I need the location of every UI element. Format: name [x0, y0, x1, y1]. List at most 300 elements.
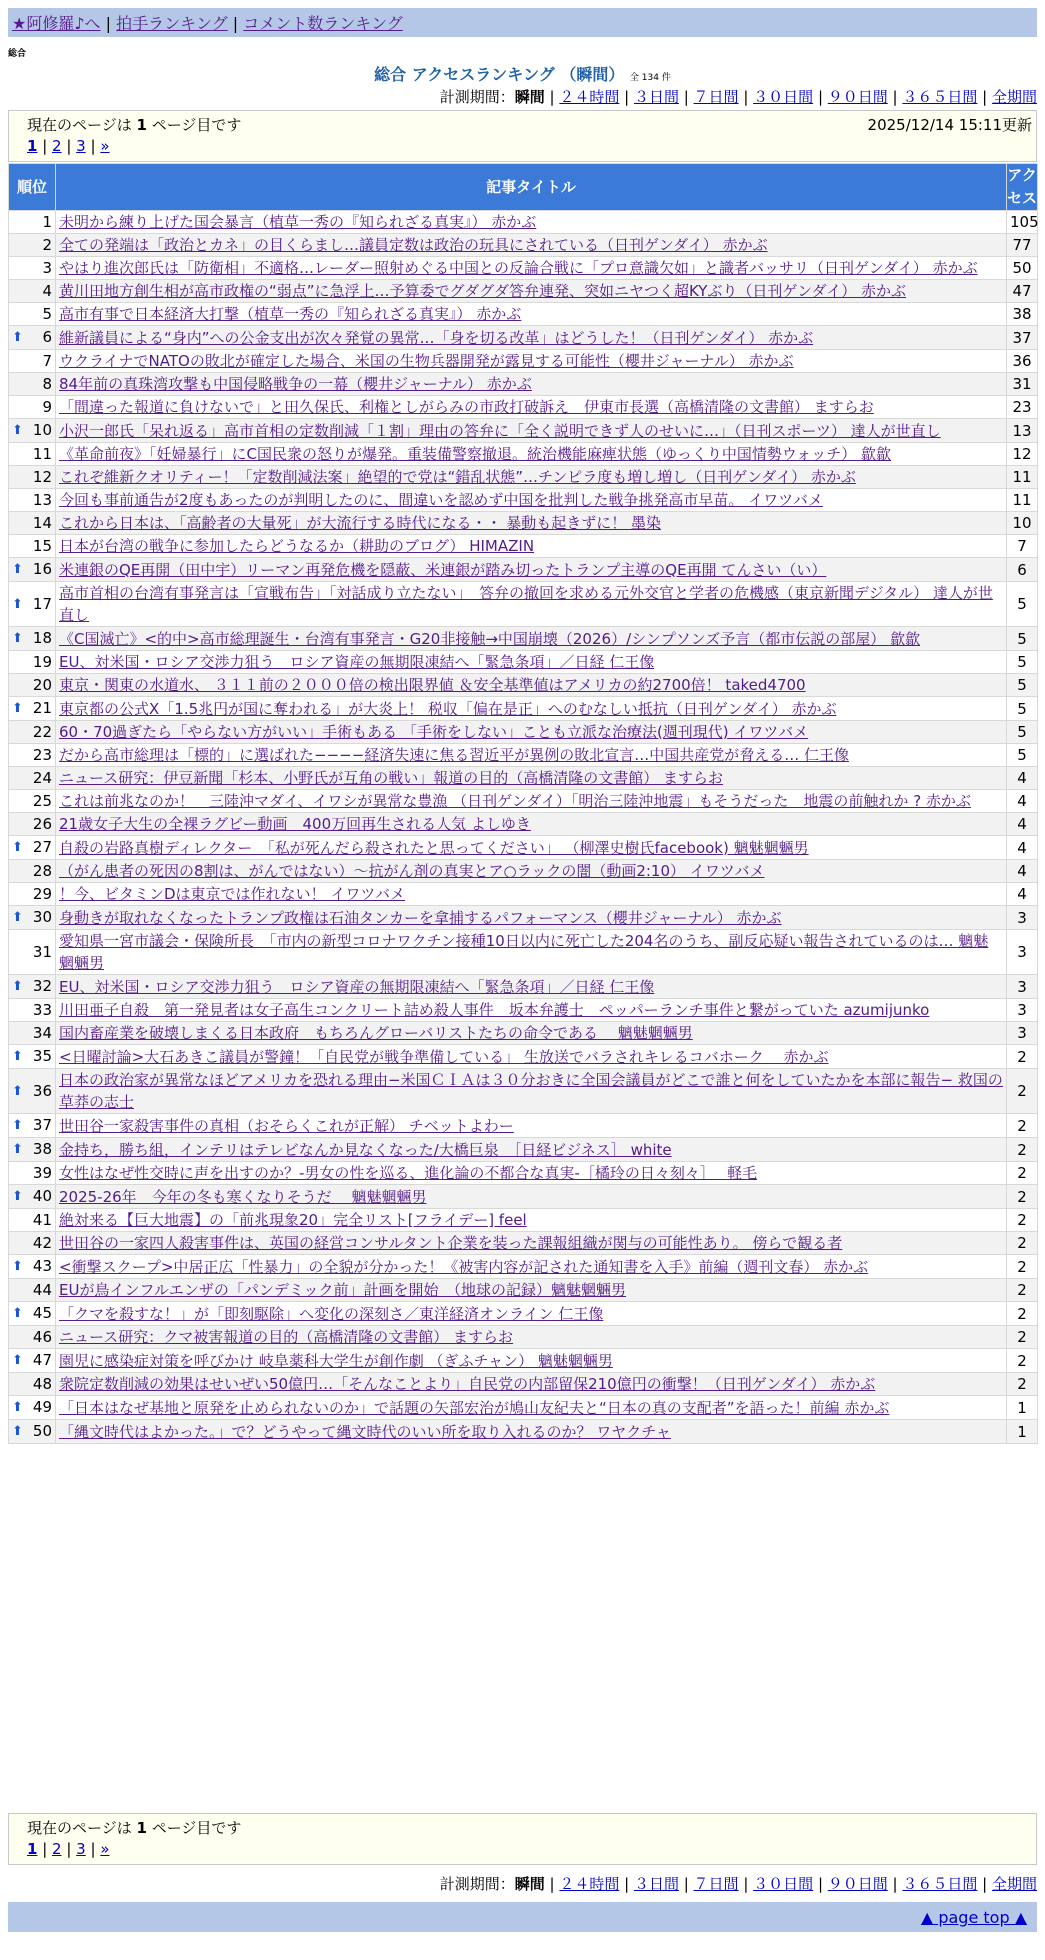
article-link[interactable]: これは前兆なのか！ 三陸沖マダイ、イワシが異常な豊漁 （日刊ゲンダイ）「明治三陸沖地震」もそうだった 地震の前触れか ? 赤かぶ — [59, 792, 971, 810]
article-link[interactable]: 園児に感染症対策を呼びかけ 岐阜薬科大学生が創作劇 （ぎふチャン） 魑魅魍魎男 — [59, 1351, 613, 1370]
period-selector-bottom — [440, 1873, 1037, 1894]
rank-number: 48 — [32, 1375, 52, 1393]
rank-number: 44 — [32, 1281, 52, 1299]
rank-cell — [9, 721, 56, 744]
rank-cell — [9, 350, 56, 373]
article-link[interactable]: 自殺の岩路真樹ディレクター 「私が死んだら殺されたと思ってください」 （柳澤史樹氏facebook) 魑魅魍魎男 — [59, 838, 809, 857]
title-cell — [56, 396, 1007, 419]
period-link-1[interactable]: ３日間 — [633, 88, 679, 106]
access-count: 38 — [1007, 303, 1038, 326]
rank-number: 25 — [32, 792, 52, 810]
rank-number: 16 — [32, 560, 52, 578]
rank-number: 34 — [32, 1024, 52, 1042]
table-row — [9, 1255, 1038, 1279]
article-link[interactable]: 《革命前夜》「妊婦暴行」にC国民衆の怒りが爆発。重装備警察撤退。統治機能麻痺状態（ゆっくり中国情勢ウォッチ） 歙歙 — [59, 445, 891, 463]
article-link[interactable]: 東京・関東の水道水、 ３１１前の２０００倍の検出限界値 ＆安全基準値はアメリカの約2700倍！ taked4700 — [59, 676, 806, 694]
article-link[interactable]: 84年前の真珠湾攻撃も中国侵略戦争の一幕（櫻井ジャーナル） 赤かぶ — [59, 375, 532, 393]
table-row — [9, 280, 1038, 303]
access-count: 2 — [1007, 1114, 1038, 1138]
article-link[interactable]: 黄川田地方創生相が高市政権の“弱点”に急浮上…予算委でグダグダ答弁連発、突如ニヤつく超KYぶり（日刊ゲンダイ） 赤かぶ — [59, 282, 906, 300]
applause-ranking-link[interactable]: 拍手ランキング — [116, 14, 228, 33]
rank-number: 32 — [32, 977, 52, 995]
table-row — [9, 1069, 1038, 1114]
period-link-4[interactable]: ９０日間 — [827, 1875, 888, 1893]
rank-number: 3 — [42, 259, 52, 277]
ranking-title — [0, 62, 1045, 85]
title-cell — [56, 1209, 1007, 1232]
rank-cell — [9, 234, 56, 257]
access-count: 2 — [1007, 1232, 1038, 1255]
rank-cell — [9, 1326, 56, 1349]
access-count: 5 — [1007, 651, 1038, 674]
rank-number: 30 — [32, 908, 52, 926]
rank-number: 49 — [32, 1398, 52, 1416]
comment-ranking-link[interactable]: コメント数ランキング — [243, 14, 403, 33]
title-cell — [56, 860, 1007, 883]
article-link[interactable]: やはり進次郎氏は「防衛相」不適格…レーダー照射めぐる中国との反論合戦に「プロ意識欠如」と識者バッサリ（日刊ゲンダイ） 赤かぶ — [59, 259, 978, 277]
article-link[interactable]: 21歳女子大生の全裸ラグビー動画 400万回再生される人気 よしゆき — [59, 815, 531, 833]
period-separator: | — [813, 88, 828, 106]
table-row — [9, 396, 1038, 419]
access-count: 12 — [1007, 443, 1038, 466]
pager-separator: | — [61, 1840, 77, 1858]
ranking-table-body — [9, 211, 1038, 1444]
table-row — [9, 489, 1038, 512]
table-row — [9, 466, 1038, 489]
table-row — [9, 535, 1038, 558]
period-separator: | — [619, 1875, 634, 1893]
nav-separator: | — [232, 14, 239, 33]
article-link[interactable]: 日本が台湾の戦争に参加したらどうなるか（耕助のブログ） HIMAZIN — [59, 537, 535, 555]
article-link[interactable]: 日本の政治家が異常なほどアメリカを恐れる理由−米国ＣＩＡは３０分おきに全国会議員がどこで誰と何をしていたかを本部に報告− 救国の草莽の志士 — [59, 1071, 1003, 1111]
pager-page-1[interactable] — [27, 1840, 37, 1858]
article-link[interactable]: <日曜討論>大石あきこ議員が警鐘！「自民党が戦争準備している」 生放送でバラされキレるコバホーク 赤かぶ — [59, 1047, 829, 1066]
rank-cell — [9, 790, 56, 813]
rank-cell — [9, 558, 56, 582]
article-link[interactable]: 未明から練り上げた国会暴言（植草一秀の『知られざる真実』） 赤かぶ — [59, 213, 537, 231]
access-count: 37 — [1007, 326, 1038, 350]
article-link[interactable]: EU、対米国・ロシア交渉力狙う ロシア資産の無期限凍結へ「緊急条項」／日経 仁王像 — [59, 977, 655, 996]
rank-number: 20 — [32, 676, 52, 694]
article-link[interactable]: 絶対来る【巨大地震】の「前兆現象20」完全リスト[フライデー] feel — [59, 1211, 527, 1229]
period-separator: | — [678, 88, 694, 106]
rank-cell — [9, 1045, 56, 1069]
access-count: 3 — [1007, 930, 1038, 975]
title-cell — [56, 326, 1007, 350]
pager-page-2[interactable]: 2 — [52, 137, 62, 155]
article-link[interactable]: EUが鳥インフルエンザの「パンデミック前」計画を開始 （地球の記録）魑魅魍魎男 — [59, 1281, 627, 1299]
article-link[interactable]: これから日本は、「高齢者の大量死」が大流行する時代になる・・ 暴動も起きずに！ 墨染 — [59, 514, 662, 532]
period-link-6[interactable]: 全期間 — [991, 88, 1037, 106]
period-link-5[interactable]: ３６５日間 — [902, 88, 978, 106]
access-count: 5 — [1007, 582, 1038, 627]
rank-number: 1 — [42, 213, 52, 231]
title-cell — [56, 906, 1007, 930]
rank-number: 21 — [32, 699, 52, 717]
article-link[interactable]: 金持ち，勝ち組，インテリはテレビなんか見なくなった/大橋巨泉 ［日経ビジネス］ white — [59, 1140, 672, 1159]
rank-number: 15 — [32, 537, 52, 555]
title-cell — [56, 697, 1007, 721]
access-count: 77 — [1007, 234, 1038, 257]
rank-cell — [9, 930, 56, 975]
rank-number: 5 — [42, 305, 52, 323]
table-row — [9, 303, 1038, 326]
period-separator: | — [977, 88, 992, 106]
access-count: 6 — [1007, 558, 1038, 582]
nav-separator: | — [105, 14, 112, 33]
title-cell — [56, 1022, 1007, 1045]
table-row — [9, 1279, 1038, 1302]
pager-next[interactable]: » — [100, 1840, 110, 1858]
article-link[interactable]: 国内畜産業を破壊しまくる日本政府 もちろんグローバリストたちの命令である 魑魅魍魎男 — [59, 1024, 693, 1042]
page-info-bottom — [8, 1813, 1037, 1865]
title-cell — [56, 1420, 1007, 1444]
table-row — [9, 211, 1038, 234]
table-row — [9, 1232, 1038, 1255]
ranking-table — [8, 163, 1038, 1444]
table-row — [9, 1114, 1038, 1138]
access-count: 2 — [1007, 1373, 1038, 1396]
table-row — [9, 1326, 1038, 1349]
access-count: 36 — [1007, 350, 1038, 373]
rank-number: 47 — [32, 1351, 52, 1369]
period-link-3[interactable]: ３０日間 — [753, 88, 814, 106]
rank-cell — [9, 975, 56, 999]
pager-separator: | — [37, 1840, 53, 1858]
title-cell — [56, 1069, 1007, 1114]
rank-up-arrow-icon: ⬆ — [12, 1259, 23, 1274]
article-link[interactable]: 東京都の公式X「1.5兆円が国に奪われる」が大炎上！ 税収「偏在是正」へのむなしい抵抗（日刊ゲンダイ） 赤かぶ — [59, 699, 837, 718]
access-count: 105 — [1007, 211, 1038, 234]
article-link[interactable]: 「縄文時代はよかった。」で？どうやって縄文時代のいい所を取り入れるのか？ ワヤクチャ — [59, 1422, 671, 1441]
rank-cell — [9, 211, 56, 234]
access-count: 5 — [1007, 674, 1038, 697]
rank-number: 24 — [32, 769, 52, 787]
rank-up-arrow-icon: ⬆ — [12, 330, 23, 345]
table-row — [9, 443, 1038, 466]
period-separator: | — [977, 1875, 992, 1893]
header-title: 記事タイトル — [56, 164, 1007, 211]
period-separator: | — [887, 1875, 903, 1893]
title-cell — [56, 443, 1007, 466]
rank-cell — [9, 1162, 56, 1185]
rank-cell — [9, 1114, 56, 1138]
title-cell — [56, 1279, 1007, 1302]
article-link[interactable]: だから高市総理は「標的」に選ばれた−−−−経済失速に焦る習近平が異例の敗北宣言…中国共産党が脅える… 仁王像 — [59, 746, 850, 764]
rank-number: 8 — [42, 375, 52, 393]
title-cell — [56, 489, 1007, 512]
period-link-1[interactable]: ３日間 — [633, 1875, 679, 1893]
title-cell — [56, 627, 1007, 651]
rank-cell — [9, 860, 56, 883]
table-row — [9, 813, 1038, 836]
table-row — [9, 1209, 1038, 1232]
pager-current-page: 1 — [27, 137, 38, 155]
article-link[interactable]: 川田亜子自殺 第一発見者は女子高生コンクリート詰め殺人事件 坂本弁護士 ペッパーランチ事件と繋がっていた azumijunko — [59, 1001, 930, 1019]
home-link[interactable]: ★阿修羅♪へ — [12, 14, 101, 33]
rank-number: 45 — [32, 1304, 52, 1322]
rank-number: 23 — [32, 746, 52, 764]
rank-number: 7 — [42, 352, 52, 370]
title-cell — [56, 1045, 1007, 1069]
table-row — [9, 1045, 1038, 1069]
article-link[interactable]: 愛知県一宮市議会・保険所長 「市内の新型コロナワクチン接種10日以内に死亡した204名のうち、副反応疑い報告されているのは… 魑魅魍魎男 — [59, 932, 989, 972]
table-row — [9, 790, 1038, 813]
period-separator: | — [813, 1875, 828, 1893]
period-separator: | — [887, 88, 903, 106]
pager-page-2[interactable]: 2 — [52, 1840, 62, 1858]
rank-cell — [9, 1232, 56, 1255]
title-cell — [56, 1373, 1007, 1396]
pager-page-3[interactable]: 3 — [76, 1840, 86, 1858]
rank-up-arrow-icon: ⬆ — [12, 840, 23, 855]
table-row — [9, 721, 1038, 744]
pager-separator: | — [85, 1840, 101, 1858]
article-link[interactable]: 《C国滅亡》<的中>高市総理誕生・台湾有事発言・G20非接触→中国崩壊（2026）/シンプソンズ予言（都市伝説の部屋） 歙歙 — [59, 629, 921, 648]
access-count: 2 — [1007, 1069, 1038, 1114]
article-link[interactable]: 身動きが取れなくなったトランプ政権は石油タンカーを拿捕するパフォーマンス（櫻井ジャーナル） 赤かぶ — [59, 908, 782, 927]
article-link[interactable]: 世田谷の一家四人殺害事件は、英国の経営コンサルタント企業を装った課報組織が関与の可能性あり。 傍らで観る者 — [59, 1234, 843, 1252]
period-separator: | — [738, 88, 754, 106]
title-cell — [56, 1185, 1007, 1209]
article-link[interactable]: <衝撃スクープ>中居正広「性暴力」の全貌が分かった！《被害内容が記された通知書を入手》前編（週刊文春） 赤かぶ — [59, 1257, 869, 1276]
access-count: 1 — [1007, 1420, 1038, 1444]
pager-separator: | — [61, 137, 77, 155]
rank-number: 11 — [32, 445, 52, 463]
access-count: 5 — [1007, 721, 1038, 744]
top-nav-bar — [8, 8, 1037, 37]
access-count: 5 — [1007, 697, 1038, 721]
rank-number: 22 — [32, 723, 52, 741]
rank-cell — [9, 512, 56, 535]
article-link[interactable]: （がん患者の死因の8割は、がんではない）～抗がん剤の真実とア○ラックの闇（動画2:10） イワツバメ — [59, 862, 765, 880]
article-link[interactable]: 「間違った報道に負けないで」と田久保氏、利権としがらみの市政打破訴え 伊東市長選（高橋清隆の文書館） ますらお — [59, 398, 874, 416]
access-count: 3 — [1007, 1022, 1038, 1045]
table-row — [9, 860, 1038, 883]
period-separator: | — [544, 1875, 560, 1893]
rank-cell — [9, 1302, 56, 1326]
pager-bottom — [27, 1840, 110, 1858]
rank-cell — [9, 466, 56, 489]
title-cell — [56, 350, 1007, 373]
access-count: 4 — [1007, 860, 1038, 883]
rank-cell — [9, 767, 56, 790]
rank-cell — [9, 1069, 56, 1114]
period-link-6[interactable]: 全期間 — [991, 1875, 1037, 1893]
rank-cell — [9, 999, 56, 1022]
page-top-link[interactable]: ▲ page top ▲ — [920, 1908, 1027, 1927]
rank-cell — [9, 1185, 56, 1209]
article-link[interactable]: 維新議員による“身内”への公金支出が次々発覚の異常…「身を切る改革」はどうした！（日刊ゲンダイ） 赤かぶ — [59, 328, 814, 347]
rank-number: 2 — [42, 236, 52, 254]
title-cell — [56, 419, 1007, 443]
table-row — [9, 582, 1038, 627]
rank-number: 14 — [32, 514, 52, 532]
rank-number: 18 — [32, 629, 52, 647]
rank-number: 37 — [32, 1116, 52, 1134]
article-link[interactable]: これぞ維新クオリティー！「定数削減法案」絶望的で党は“錯乱状態”…チンピラ度も増し増し（日刊ゲンダイ） 赤かぶ — [59, 468, 856, 486]
rank-up-arrow-icon: ⬆ — [12, 1189, 23, 1204]
article-link[interactable]: 世田谷一家殺害事件の真相（おそらくこれが正解） チベットよわー — [59, 1116, 514, 1135]
rank-cell — [9, 280, 56, 303]
table-row — [9, 257, 1038, 280]
rank-up-arrow-icon: ⬆ — [12, 910, 23, 925]
title-cell — [56, 721, 1007, 744]
title-cell — [56, 790, 1007, 813]
title-cell — [56, 1349, 1007, 1373]
table-row — [9, 1022, 1038, 1045]
title-cell — [56, 512, 1007, 535]
rank-cell — [9, 906, 56, 930]
article-link[interactable]: 全ての発端は「政治とカネ」の目くらまし…議員定数は政治の玩具にされている（日刊ゲンダイ） 赤かぶ — [59, 236, 768, 254]
rank-cell — [9, 1022, 56, 1045]
rank-number: 13 — [32, 491, 52, 509]
access-count: 4 — [1007, 836, 1038, 860]
rank-cell — [9, 651, 56, 674]
article-link[interactable]: 米連銀のQE再開（田中宇）リーマン再発危機を隠蔽、米連銀が踏み切ったトランプ主導のQE再開 てんさい（い） — [59, 560, 827, 579]
article-link[interactable]: ニュース研究：クマ被害報道の目的（高橋清隆の文書館） ますらお — [59, 1328, 514, 1346]
rank-number: 10 — [32, 421, 52, 439]
rank-cell — [9, 1138, 56, 1162]
period-separator: | — [619, 88, 634, 106]
page-info-top — [8, 110, 1037, 162]
title-cell — [56, 1302, 1007, 1326]
rank-number: 33 — [32, 1001, 52, 1019]
pager-separator: | — [37, 137, 53, 155]
table-row — [9, 883, 1038, 906]
access-count: 5 — [1007, 627, 1038, 651]
title-cell — [56, 373, 1007, 396]
rank-cell — [9, 373, 56, 396]
article-link[interactable]: 今回も事前通告が2度もあったのが判明したのに、間違いを認めず中国を批判した戦争挑発高市早苗。 イワツバメ — [59, 491, 823, 509]
rank-number: 17 — [32, 594, 52, 613]
title-cell — [56, 280, 1007, 303]
rank-number: 29 — [32, 885, 52, 903]
rank-cell — [9, 1373, 56, 1396]
article-link[interactable]: 2025-26年 今年の冬も寒くなりそうだ 魑魅魍魎男 — [59, 1187, 427, 1206]
updated-timestamp: 2025/12/14 15:11更新 — [867, 116, 1032, 134]
access-count: 3 — [1007, 975, 1038, 999]
rank-number: 31 — [32, 943, 52, 961]
rank-number: 4 — [42, 282, 52, 300]
title-cell — [56, 999, 1007, 1022]
rank-cell — [9, 1279, 56, 1302]
title-cell — [56, 582, 1007, 627]
table-row — [9, 1138, 1038, 1162]
period-link-5[interactable]: ３６５日間 — [902, 1875, 978, 1893]
pager-page-1[interactable] — [27, 137, 37, 155]
rank-cell — [9, 1349, 56, 1373]
rank-number: 9 — [42, 398, 52, 416]
title-cell — [56, 930, 1007, 975]
rank-cell — [9, 535, 56, 558]
table-row — [9, 744, 1038, 767]
article-link[interactable]: 「クマを殺すな！」が「即刻駆除」へ変化の深刻さ／東洋経済オンライン 仁王像 — [59, 1304, 604, 1323]
access-count: 4 — [1007, 767, 1038, 790]
rank-number: 28 — [32, 862, 52, 880]
article-link[interactable]: 女性はなぜ性交時に声を出すのか？-男女の性を巡る、進化論の不都合な真実-［橘玲の日々刻々］ 軽毛 — [59, 1164, 758, 1182]
rank-up-arrow-icon: ⬆ — [12, 1118, 23, 1133]
table-row — [9, 1162, 1038, 1185]
pager-page-3[interactable]: 3 — [76, 137, 86, 155]
table-header-row — [9, 164, 1038, 211]
rank-up-arrow-icon: ⬆ — [12, 979, 23, 994]
rank-number: 36 — [32, 1081, 52, 1100]
article-link[interactable]: ウクライナでNATOの敗北が確定した場合、米国の生物兵器開発が露見する可能性（櫻井ジャーナル） 赤かぶ — [59, 352, 794, 370]
current-page-text: 現在のページは 1 ページ目です — [27, 1819, 242, 1837]
rank-cell — [9, 396, 56, 419]
rank-number: 6 — [42, 328, 52, 346]
article-link[interactable]: EU、対米国・ロシア交渉力狙う ロシア資産の無期限凍結へ「緊急条項」／日経 仁王像 — [59, 653, 655, 671]
period-current: 瞬間 — [514, 1875, 545, 1893]
rank-cell — [9, 744, 56, 767]
rank-up-arrow-icon: ⬆ — [12, 423, 23, 438]
pager-next[interactable]: » — [100, 137, 110, 155]
article-link[interactable]: 60・70過ぎたら「やらない方がいい」手術もある 「手術をしない」ことも立派な治療法(週刊現代) イワツバメ — [59, 723, 809, 741]
period-link-3[interactable]: ３０日間 — [753, 1875, 814, 1893]
table-row — [9, 697, 1038, 721]
title-cell — [56, 257, 1007, 280]
rank-up-arrow-icon: ⬆ — [12, 596, 23, 612]
access-count: 7 — [1007, 535, 1038, 558]
access-count: 2 — [1007, 1138, 1038, 1162]
table-row — [9, 674, 1038, 697]
title-cell — [56, 1326, 1007, 1349]
access-count: 11 — [1007, 489, 1038, 512]
period-link-2[interactable]: ７日間 — [693, 88, 739, 106]
rank-number: 19 — [32, 653, 52, 671]
title-cell — [56, 1232, 1007, 1255]
title-cell — [56, 975, 1007, 999]
table-row — [9, 326, 1038, 350]
title-cell — [56, 1114, 1007, 1138]
period-link-2[interactable]: ７日間 — [693, 1875, 739, 1893]
table-row — [9, 906, 1038, 930]
table-row — [9, 234, 1038, 257]
article-link[interactable]: ！今、ビタミンDは東京では作れない！ イワツバメ — [59, 885, 406, 903]
table-row — [9, 373, 1038, 396]
pager-current-page: 1 — [27, 1840, 38, 1858]
access-count: 10 — [1007, 512, 1038, 535]
table-row — [9, 999, 1038, 1022]
access-count: 4 — [1007, 813, 1038, 836]
title-cell — [56, 1396, 1007, 1420]
rank-cell — [9, 674, 56, 697]
article-link[interactable]: 「日本はなぜ基地と原発を止められないのか」で話題の矢部宏治が鳩山友紀夫と“日本の真の支配者”を語った！前編 赤かぶ — [59, 1398, 890, 1417]
rank-number: 46 — [32, 1328, 52, 1346]
access-count: 11 — [1007, 466, 1038, 489]
rank-up-arrow-icon: ⬆ — [12, 1400, 23, 1415]
title-cell — [56, 744, 1007, 767]
article-link[interactable]: 小沢一郎氏「呆れ返る」高市首相の定数削減「１割」理由の答弁に「全く説明できず人のせいに…」（日刊スポーツ） 達人が世直し — [59, 421, 941, 440]
table-row — [9, 558, 1038, 582]
access-count: 2 — [1007, 1185, 1038, 1209]
rank-cell — [9, 1420, 56, 1444]
period-link-0[interactable]: ２４時間 — [559, 1875, 620, 1893]
period-link-4[interactable]: ９０日間 — [827, 88, 888, 106]
article-link[interactable]: 高市有事で日本経済大打撃（植草一秀の『知られざる真実』） 赤かぶ — [59, 305, 522, 323]
article-link[interactable]: 高市首相の台湾有事発言は「宣戦布告」「対話成り立たない」 答弁の撤回を求める元外交官と学者の危機感（東京新聞デジタル） 達人が世直し — [59, 584, 993, 624]
article-link[interactable]: 衆院定数削減の効果はせいぜい50億円…「そんなことより」自民党の内部留保210億円の衝撃！（日刊ゲンダイ） 赤かぶ — [59, 1375, 876, 1393]
title-cell — [56, 651, 1007, 674]
table-row — [9, 350, 1038, 373]
access-count: 2 — [1007, 1045, 1038, 1069]
access-count: 23 — [1007, 396, 1038, 419]
period-link-0[interactable]: ２４時間 — [559, 88, 620, 106]
article-link[interactable]: ニュース研究：伊豆新聞「杉本、小野氏が互角の戦い」報道の目的（高橋清隆の文書館） ますらお — [59, 769, 724, 787]
rank-cell — [9, 1396, 56, 1420]
table-row — [9, 1302, 1038, 1326]
